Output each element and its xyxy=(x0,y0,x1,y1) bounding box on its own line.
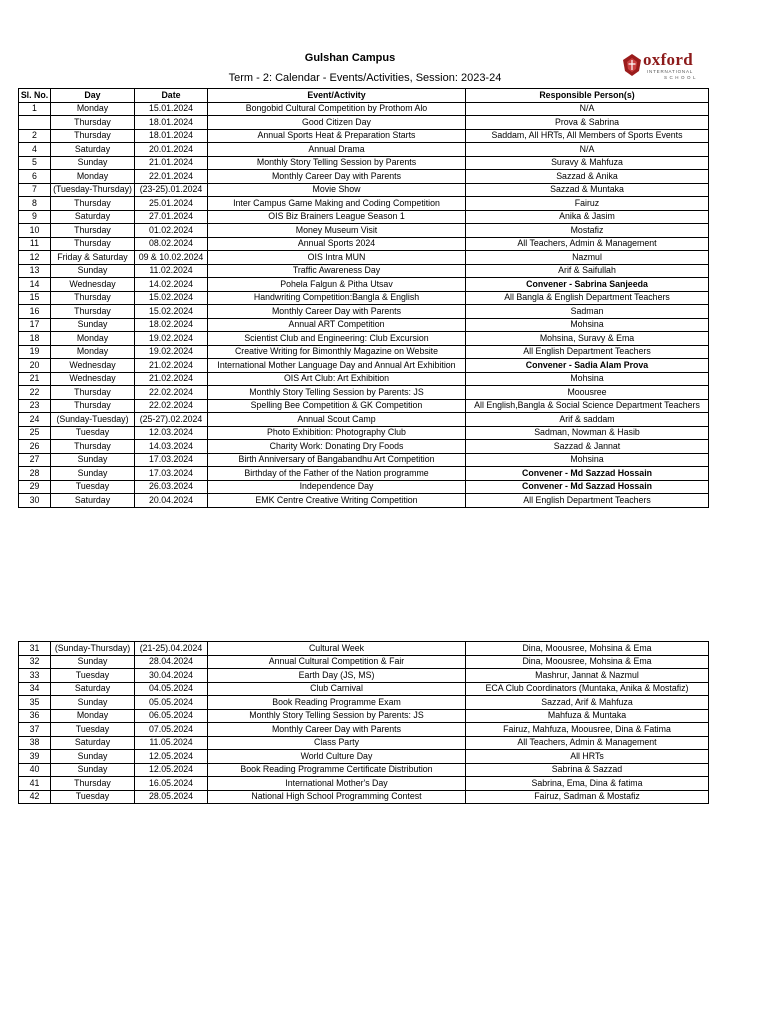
table-body-page1 xyxy=(19,102,709,507)
cell-date: 22.02.2024 xyxy=(135,386,208,400)
cell-person: Mashrur, Jannat & Nazmul xyxy=(466,669,709,683)
table-header-row xyxy=(19,89,709,103)
cell-day: Thursday xyxy=(51,291,135,305)
cell-person: Sazzad & Jannat xyxy=(466,440,709,454)
cell-sl xyxy=(19,116,51,130)
cell-event: Birth Anniversary of Bangabandhu Art Competition xyxy=(208,453,466,467)
col-header-event: Event/Activity xyxy=(208,89,466,103)
table-row xyxy=(19,750,709,764)
cell-event: OIS Intra MUN xyxy=(208,251,466,265)
table-row xyxy=(19,682,709,696)
cell-date: (23-25).01.2024 xyxy=(135,183,208,197)
cell-date: 07.05.2024 xyxy=(135,723,208,737)
table-row xyxy=(19,440,709,454)
table-row xyxy=(19,318,709,332)
cell-event: Photo Exhibition: Photography Club xyxy=(208,426,466,440)
table-row xyxy=(19,453,709,467)
cell-date: 05.05.2024 xyxy=(135,696,208,710)
cell-event: Annual Sports 2024 xyxy=(208,237,466,251)
cell-date: 21.02.2024 xyxy=(135,372,208,386)
cell-event: Monthly Career Day with Parents xyxy=(208,170,466,184)
cell-sl: 23 xyxy=(19,399,51,413)
table-row xyxy=(19,156,709,170)
shield-emblem-icon xyxy=(622,53,642,77)
cell-day: Tuesday xyxy=(51,790,135,804)
cell-date: 20.04.2024 xyxy=(135,494,208,508)
cell-day: Thursday xyxy=(51,224,135,238)
cell-date: 06.05.2024 xyxy=(135,709,208,723)
cell-person: Mohsina, Suravy & Ema xyxy=(466,332,709,346)
cell-sl: 41 xyxy=(19,777,51,791)
cell-day: Sunday xyxy=(51,655,135,669)
cell-day: (Sunday-Tuesday) xyxy=(51,413,135,427)
cell-event: Monthly Career Day with Parents xyxy=(208,305,466,319)
cell-day: Monday xyxy=(51,102,135,116)
cell-day: Thursday xyxy=(51,399,135,413)
table-row xyxy=(19,143,709,157)
table-row xyxy=(19,413,709,427)
table-body-page2 xyxy=(19,642,709,804)
cell-day: Monday xyxy=(51,345,135,359)
cell-person: Sabrina, Ema, Dina & fatima xyxy=(466,777,709,791)
table-row xyxy=(19,116,709,130)
cell-event: Class Party xyxy=(208,736,466,750)
cell-date: 18.02.2024 xyxy=(135,318,208,332)
cell-event: Annual Drama xyxy=(208,143,466,157)
cell-sl: 12 xyxy=(19,251,51,265)
cell-event: Movie Show xyxy=(208,183,466,197)
cell-person: Saddam, All HRTs, All Members of Sports Events xyxy=(466,129,709,143)
cell-event: Club Carnival xyxy=(208,682,466,696)
cell-event: Good Citizen Day xyxy=(208,116,466,130)
cell-sl: 42 xyxy=(19,790,51,804)
cell-date: 15.02.2024 xyxy=(135,305,208,319)
cell-event: Monthly Story Telling Session by Parents xyxy=(208,156,466,170)
table-row xyxy=(19,763,709,777)
table-row xyxy=(19,224,709,238)
table-row xyxy=(19,642,709,656)
cell-date: 11.05.2024 xyxy=(135,736,208,750)
cell-date: 15.01.2024 xyxy=(135,102,208,116)
cell-date: 30.04.2024 xyxy=(135,669,208,683)
cell-day: Thursday xyxy=(51,440,135,454)
cell-sl: 31 xyxy=(19,642,51,656)
cell-sl: 4 xyxy=(19,143,51,157)
cell-event: Handwriting Competition:Bangla & English xyxy=(208,291,466,305)
calendar-title: Term - 2: Calendar - Events/Activities, Session: 2023-24 xyxy=(228,72,502,84)
cell-person: Arif & Saifullah xyxy=(466,264,709,278)
cell-sl: 28 xyxy=(19,467,51,481)
cell-person: Sazzad & Anika xyxy=(466,170,709,184)
cell-day: Sunday xyxy=(51,763,135,777)
events-table-page2 xyxy=(18,641,709,804)
cell-person: All Bangla & English Department Teachers xyxy=(466,291,709,305)
cell-date: 17.03.2024 xyxy=(135,467,208,481)
table-row xyxy=(19,183,709,197)
cell-person: Suravy & Mahfuza xyxy=(466,156,709,170)
logo-subtitle-2: SCHOOL xyxy=(664,75,699,80)
cell-sl: 22 xyxy=(19,386,51,400)
table-row xyxy=(19,494,709,508)
cell-day: Sunday xyxy=(51,467,135,481)
cell-person: Nazmul xyxy=(466,251,709,265)
table-row xyxy=(19,372,709,386)
cell-person: Mahfuza & Muntaka xyxy=(466,709,709,723)
col-header-person: Responsible Person(s) xyxy=(466,89,709,103)
cell-sl: 33 xyxy=(19,669,51,683)
cell-date: 21.02.2024 xyxy=(135,359,208,373)
cell-person: All English,Bangla & Social Science Department Teachers xyxy=(466,399,709,413)
cell-day: Tuesday xyxy=(51,426,135,440)
school-logo xyxy=(622,50,704,84)
cell-date: (21-25).04.2024 xyxy=(135,642,208,656)
cell-person: Anika & Jasim xyxy=(466,210,709,224)
cell-person: All English Department Teachers xyxy=(466,345,709,359)
cell-date: 18.01.2024 xyxy=(135,129,208,143)
cell-day: (Tuesday-Thursday) xyxy=(51,183,135,197)
cell-day: Sunday xyxy=(51,156,135,170)
table-row xyxy=(19,709,709,723)
cell-sl: 37 xyxy=(19,723,51,737)
cell-sl: 36 xyxy=(19,709,51,723)
table-row xyxy=(19,480,709,494)
cell-event: Annual ART Competition xyxy=(208,318,466,332)
cell-sl: 21 xyxy=(19,372,51,386)
table-row xyxy=(19,345,709,359)
table-row xyxy=(19,291,709,305)
cell-event: Pohela Falgun & Pitha Utsav xyxy=(208,278,466,292)
cell-event: Inter Campus Game Making and Coding Competition xyxy=(208,197,466,211)
cell-person: Sazzad & Muntaka xyxy=(466,183,709,197)
table-row xyxy=(19,210,709,224)
cell-event: Scientist Club and Engineering: Club Excursion xyxy=(208,332,466,346)
cell-person: ECA Club Coordinators (Muntaka, Anika & Mostafiz) xyxy=(466,682,709,696)
cell-person: Dina, Moousree, Mohsina & Ema xyxy=(466,642,709,656)
cell-date: 12.03.2024 xyxy=(135,426,208,440)
table-row xyxy=(19,736,709,750)
cell-event: Monthly Story Telling Session by Parents: JS xyxy=(208,386,466,400)
cell-person: N/A xyxy=(466,143,709,157)
cell-day: Wednesday xyxy=(51,359,135,373)
cell-day: Saturday xyxy=(51,682,135,696)
cell-sl: 16 xyxy=(19,305,51,319)
cell-day: Saturday xyxy=(51,736,135,750)
cell-day: (Sunday-Thursday) xyxy=(51,642,135,656)
cell-event: Cultural Week xyxy=(208,642,466,656)
table-row xyxy=(19,777,709,791)
cell-event: Money Museum Visit xyxy=(208,224,466,238)
cell-event: Traffic Awareness Day xyxy=(208,264,466,278)
cell-event: Book Reading Programme Certificate Distribution xyxy=(208,763,466,777)
table-row xyxy=(19,696,709,710)
cell-event: World Culture Day xyxy=(208,750,466,764)
table-row xyxy=(19,332,709,346)
cell-day: Sunday xyxy=(51,453,135,467)
cell-day: Saturday xyxy=(51,143,135,157)
col-header-day: Day xyxy=(51,89,135,103)
table-row xyxy=(19,399,709,413)
cell-event: EMK Centre Creative Writing Competition xyxy=(208,494,466,508)
cell-date: 20.01.2024 xyxy=(135,143,208,157)
cell-date: 19.02.2024 xyxy=(135,345,208,359)
cell-date: 09 & 10.02.2024 xyxy=(135,251,208,265)
cell-sl: 10 xyxy=(19,224,51,238)
cell-event: Spelling Bee Competition & GK Competition xyxy=(208,399,466,413)
cell-person: Convener - Sabrina Sanjeeda xyxy=(466,278,709,292)
col-header-sl: Sl. No. xyxy=(19,89,51,103)
cell-date: 28.04.2024 xyxy=(135,655,208,669)
cell-person: Prova & Sabrina xyxy=(466,116,709,130)
cell-date: 27.01.2024 xyxy=(135,210,208,224)
cell-person: Dina, Moousree, Mohsina & Ema xyxy=(466,655,709,669)
cell-sl: 24 xyxy=(19,413,51,427)
cell-sl: 39 xyxy=(19,750,51,764)
cell-person: Sazzad, Arif & Mahfuza xyxy=(466,696,709,710)
cell-date: 25.01.2024 xyxy=(135,197,208,211)
cell-event: Creative Writing for Bimonthly Magazine on Website xyxy=(208,345,466,359)
cell-date: 22.01.2024 xyxy=(135,170,208,184)
cell-person: Convener - Sadia Alam Prova xyxy=(466,359,709,373)
cell-day: Tuesday xyxy=(51,480,135,494)
cell-sl: 20 xyxy=(19,359,51,373)
cell-person: Mohsina xyxy=(466,318,709,332)
cell-day: Monday xyxy=(51,332,135,346)
cell-person: Fairuz, Mahfuza, Moousree, Dina & Fatima xyxy=(466,723,709,737)
table-row xyxy=(19,467,709,481)
cell-day: Saturday xyxy=(51,494,135,508)
cell-day: Sunday xyxy=(51,318,135,332)
cell-event: Earth Day (JS, MS) xyxy=(208,669,466,683)
cell-day: Monday xyxy=(51,170,135,184)
cell-day: Thursday xyxy=(51,116,135,130)
cell-event: OIS Art Club: Art Exhibition xyxy=(208,372,466,386)
table-row xyxy=(19,426,709,440)
cell-date: 17.03.2024 xyxy=(135,453,208,467)
table-row xyxy=(19,278,709,292)
cell-sl: 11 xyxy=(19,237,51,251)
cell-date: 11.02.2024 xyxy=(135,264,208,278)
cell-sl: 34 xyxy=(19,682,51,696)
cell-day: Sunday xyxy=(51,750,135,764)
cell-date: 22.02.2024 xyxy=(135,399,208,413)
cell-person: Mohsina xyxy=(466,372,709,386)
table-row xyxy=(19,170,709,184)
cell-day: Thursday xyxy=(51,777,135,791)
table-row xyxy=(19,102,709,116)
cell-day: Wednesday xyxy=(51,278,135,292)
table-row xyxy=(19,655,709,669)
table-row xyxy=(19,264,709,278)
cell-date: 08.02.2024 xyxy=(135,237,208,251)
cell-person: Sadman xyxy=(466,305,709,319)
cell-day: Thursday xyxy=(51,386,135,400)
cell-person: All Teachers, Admin & Management xyxy=(466,237,709,251)
cell-sl: 8 xyxy=(19,197,51,211)
table-row xyxy=(19,129,709,143)
cell-event: Book Reading Programme Exam xyxy=(208,696,466,710)
cell-sl: 30 xyxy=(19,494,51,508)
table-row xyxy=(19,723,709,737)
cell-event: Independence Day xyxy=(208,480,466,494)
cell-person: All English Department Teachers xyxy=(466,494,709,508)
cell-sl: 9 xyxy=(19,210,51,224)
table-row xyxy=(19,790,709,804)
cell-person: Sabrina & Sazzad xyxy=(466,763,709,777)
cell-person: Convener - Md Sazzad Hossain xyxy=(466,480,709,494)
table-row xyxy=(19,197,709,211)
table-row xyxy=(19,359,709,373)
cell-sl: 27 xyxy=(19,453,51,467)
cell-day: Monday xyxy=(51,709,135,723)
cell-sl: 26 xyxy=(19,440,51,454)
logo-subtitle-1: INTERNATIONAL xyxy=(647,69,694,74)
cell-event: Birthday of the Father of the Nation programme xyxy=(208,467,466,481)
cell-event: Bongobid Cultural Competition by Prothom Alo xyxy=(208,102,466,116)
cell-day: Saturday xyxy=(51,210,135,224)
cell-event: Annual Sports Heat & Preparation Starts xyxy=(208,129,466,143)
cell-sl: 25 xyxy=(19,426,51,440)
cell-person: Mohsina xyxy=(466,453,709,467)
cell-date: 15.02.2024 xyxy=(135,291,208,305)
cell-sl: 19 xyxy=(19,345,51,359)
table-row xyxy=(19,251,709,265)
cell-day: Thursday xyxy=(51,305,135,319)
cell-person: Mostafiz xyxy=(466,224,709,238)
cell-person: Sadman, Nowman & Hasib xyxy=(466,426,709,440)
cell-sl: 5 xyxy=(19,156,51,170)
cell-date: 14.02.2024 xyxy=(135,278,208,292)
cell-person: Fairuz xyxy=(466,197,709,211)
cell-day: Sunday xyxy=(51,696,135,710)
events-table-page1 xyxy=(18,88,709,508)
cell-date: 01.02.2024 xyxy=(135,224,208,238)
logo-wordmark: oxford xyxy=(643,50,693,69)
cell-person: Arif & saddam xyxy=(466,413,709,427)
cell-date: 18.01.2024 xyxy=(135,116,208,130)
cell-date: 14.03.2024 xyxy=(135,440,208,454)
cell-date: 04.05.2024 xyxy=(135,682,208,696)
cell-person: Convener - Md Sazzad Hossain xyxy=(466,467,709,481)
cell-person: All Teachers, Admin & Management xyxy=(466,736,709,750)
campus-title: Gulshan Campus xyxy=(304,52,396,64)
cell-date: 28.05.2024 xyxy=(135,790,208,804)
cell-day: Wednesday xyxy=(51,372,135,386)
cell-sl: 2 xyxy=(19,129,51,143)
cell-date: 19.02.2024 xyxy=(135,332,208,346)
cell-sl: 14 xyxy=(19,278,51,292)
cell-sl: 17 xyxy=(19,318,51,332)
cell-sl: 13 xyxy=(19,264,51,278)
cell-person: Fairuz, Sadman & Mostafiz xyxy=(466,790,709,804)
cell-event: Monthly Career Day with Parents xyxy=(208,723,466,737)
cell-day: Thursday xyxy=(51,237,135,251)
cell-person: N/A xyxy=(466,102,709,116)
cell-person: All HRTs xyxy=(466,750,709,764)
cell-date: 12.05.2024 xyxy=(135,763,208,777)
cell-sl: 6 xyxy=(19,170,51,184)
cell-sl: 15 xyxy=(19,291,51,305)
cell-date: 16.05.2024 xyxy=(135,777,208,791)
cell-sl: 18 xyxy=(19,332,51,346)
cell-event: Annual Cultural Competition & Fair xyxy=(208,655,466,669)
cell-sl: 38 xyxy=(19,736,51,750)
cell-event: Charity Work: Donating Dry Foods xyxy=(208,440,466,454)
cell-sl: 7 xyxy=(19,183,51,197)
cell-person: Moousree xyxy=(466,386,709,400)
cell-date: 26.03.2024 xyxy=(135,480,208,494)
cell-date: 21.01.2024 xyxy=(135,156,208,170)
cell-day: Friday & Saturday xyxy=(51,251,135,265)
cell-event: Annual Scout Camp xyxy=(208,413,466,427)
cell-sl: 40 xyxy=(19,763,51,777)
cell-date: (25-27).02.2024 xyxy=(135,413,208,427)
cell-event: International Mother's Day xyxy=(208,777,466,791)
table-row xyxy=(19,237,709,251)
cell-sl: 1 xyxy=(19,102,51,116)
cell-sl: 32 xyxy=(19,655,51,669)
cell-date: 12.05.2024 xyxy=(135,750,208,764)
cell-day: Tuesday xyxy=(51,723,135,737)
cell-day: Sunday xyxy=(51,264,135,278)
table-row xyxy=(19,305,709,319)
cell-event: National High School Programming Contest xyxy=(208,790,466,804)
cell-sl: 29 xyxy=(19,480,51,494)
cell-event: International Mother Language Day and Annual Art Exhibition xyxy=(208,359,466,373)
cell-event: Monthly Story Telling Session by Parents: JS xyxy=(208,709,466,723)
col-header-date: Date xyxy=(135,89,208,103)
table-row xyxy=(19,386,709,400)
cell-day: Thursday xyxy=(51,129,135,143)
cell-day: Thursday xyxy=(51,197,135,211)
cell-sl: 35 xyxy=(19,696,51,710)
table-row xyxy=(19,669,709,683)
cell-day: Tuesday xyxy=(51,669,135,683)
cell-event: OIS Biz Brainers League Season 1 xyxy=(208,210,466,224)
